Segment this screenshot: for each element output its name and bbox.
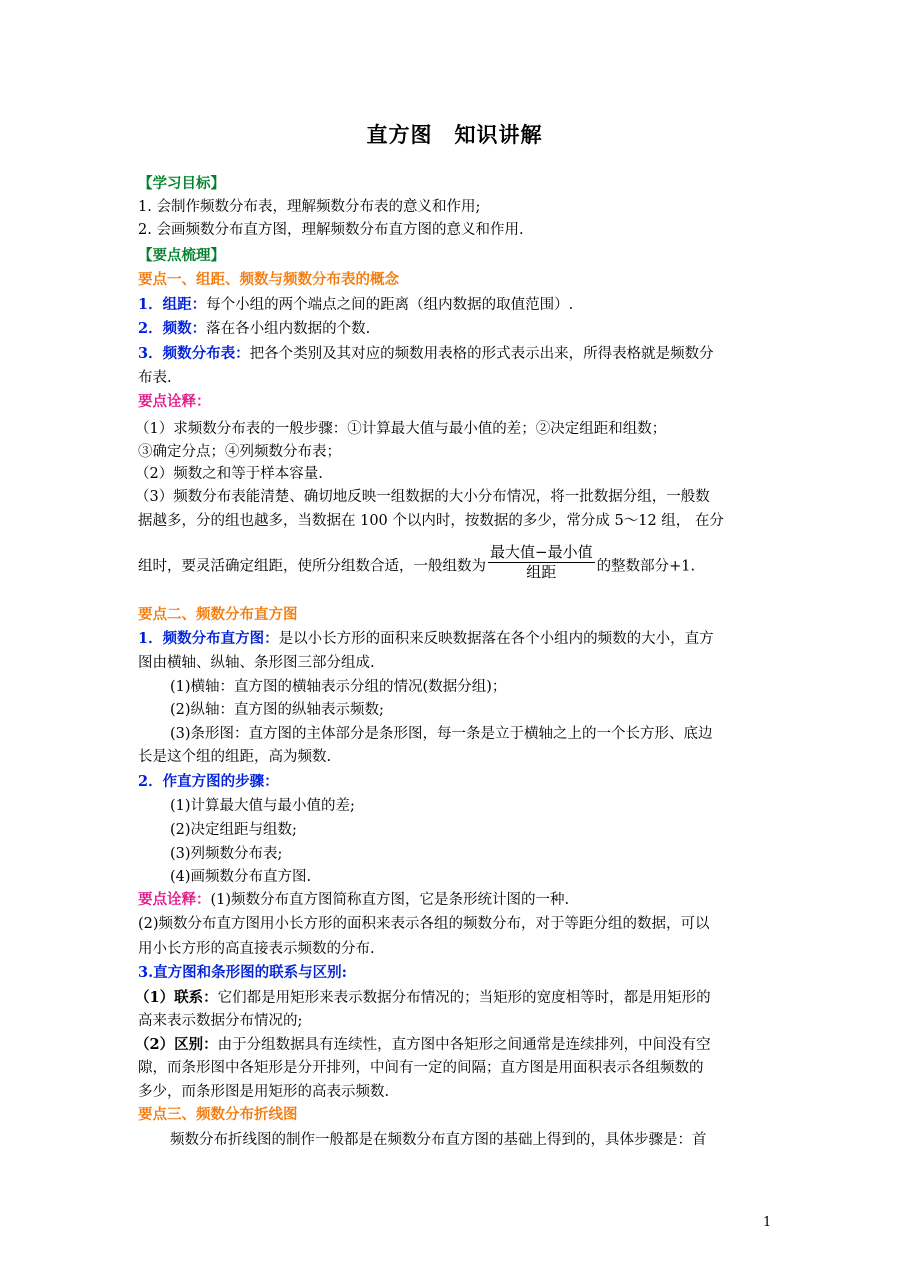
histogram-part: (3)条形图：直方图的主体部分是条形图，每一条是立于横轴之上的一个长方形、底边	[170, 726, 713, 742]
definition-frequency	[138, 318, 778, 340]
relation-term: （1）联系：	[135, 989, 218, 1006]
title-part1: 直方图	[366, 122, 433, 147]
point2-heading: 要点二、频数分布直方图	[138, 606, 298, 623]
group-count-fraction	[488, 544, 595, 581]
definition-group-interval	[138, 294, 778, 316]
objective-item-1: 1. 会制作频数分布表，理解频数分布表的意义和作用;	[138, 199, 481, 215]
definition-histogram	[138, 628, 778, 650]
relation-line	[135, 987, 775, 1009]
histogram-part-continuation: 长是这个组的组距，高为频数.	[138, 749, 332, 765]
definition-text: 是以小长方形的面积来反映数据落在各个小组内的频数的大小，直方	[278, 631, 714, 647]
histogram-part: (1)横轴：直方图的横轴表示分组的情况(数据分组)；	[170, 679, 507, 695]
steps-heading: 2．作直方图的步骤：	[138, 773, 279, 790]
term-frequency: 2．频数：	[138, 320, 207, 337]
note-text: (1)频数分布直方图简称直方图，它是条形统计图的一种.	[210, 892, 570, 908]
note-line	[138, 889, 778, 911]
fraction-numerator: 最大值−最小值	[490, 543, 593, 561]
title-part2: 知识讲解	[454, 122, 543, 147]
relation-text: 它们都是用矩形来表示数据分布情况的；当矩形的宽度相等时，都是用矩形的	[217, 990, 711, 1006]
step-item: (1)计算最大值与最小值的差;	[170, 798, 355, 814]
term-frequency-table: 3．频数分布表：	[138, 345, 250, 362]
note-line: ③确定分点；④列频数分布表；	[138, 444, 341, 460]
key-points-heading: 【要点梳理】	[138, 247, 225, 264]
note-line: 用小长方形的高直接表示频数的分布.	[138, 941, 375, 957]
note-line: 据越多，分的组也越多，当数据在 100 个以内时，按数据的多少，常分成 5～12 组， 在分	[138, 513, 724, 529]
relation-text: 由于分组数据具有连续性，直方图中各矩形之间通常是连续排列，中间没有空	[217, 1037, 711, 1053]
definition-text: 把各个类别及其对应的频数用表格的形式表示出来，所得表格就是频数分	[249, 346, 714, 362]
relation-term: （2）区别：	[135, 1036, 218, 1053]
objectives-heading: 【学习目标】	[138, 175, 225, 192]
term-group-interval: 1．组距：	[138, 296, 207, 313]
histogram-part: (2)纵轴：直方图的纵轴表示频数;	[170, 702, 384, 718]
definition-text: 每个小组的两个端点之间的距离（组内数据的取值范围）.	[206, 297, 574, 313]
point1-heading: 要点一、组距、频数与频数分布表的概念	[138, 271, 399, 288]
definition-text: 落在各小组内数据的个数.	[206, 321, 371, 337]
fraction-denominator: 组距	[526, 563, 557, 581]
term-histogram: 1．频数分布直方图：	[138, 630, 279, 647]
note-line: （1）求频数分布表的一般步骤：①计算最大值与最小值的差；②决定组距和组数；	[135, 421, 667, 437]
formula-prefix: 组时，要灵活确定组距，使所分组数合适，一般组数为	[138, 558, 486, 575]
note-line: （2）频数之和等于样本容量.	[135, 466, 323, 482]
relation-heading: 3.直方图和条形图的联系与区别:	[138, 964, 347, 981]
relation-line: 高来表示数据分布情况的;	[138, 1013, 303, 1029]
point3-heading: 要点三、频数分布折线图	[138, 1106, 298, 1123]
note-line: （3）频数分布表能清楚、确切地反映一组数据的大小分布情况，将一批数据分组，一般数	[135, 489, 710, 505]
point3-text: 频数分布折线图的制作一般都是在频数分布直方图的基础上得到的，具体步骤是：首	[170, 1132, 707, 1148]
definition-continuation: 布表.	[138, 370, 172, 386]
step-item: (3)列频数分布表;	[170, 846, 283, 862]
note-label: 要点诠释：	[138, 891, 211, 908]
step-item: (2)决定组距与组数;	[170, 822, 297, 838]
note-label: 要点诠释：	[138, 393, 211, 410]
relation-line	[135, 1034, 775, 1056]
page-number: 1	[763, 1215, 772, 1230]
definition-frequency-table	[138, 343, 778, 365]
objective-item-2: 2. 会画频数分布直方图，理解频数分布直方图的意义和作用.	[138, 222, 524, 238]
formula-suffix: 的整数部分+1.	[596, 558, 696, 575]
page-title	[0, 119, 909, 149]
note-line: (2)频数分布直方图用小长方形的面积来表示各组的频数分布，对于等距分组的数据，可以	[138, 916, 710, 932]
note-line-formula	[138, 543, 778, 585]
definition-continuation: 图由横轴、纵轴、条形图三部分组成.	[138, 655, 375, 671]
relation-line: 多少，而条形图是用矩形的高表示频数.	[138, 1084, 390, 1100]
relation-line: 隙，而条形图中各矩形是分开排列，中间有一定的间隔；直方图是用面积表示各组频数的	[138, 1060, 704, 1076]
step-item: (4)画频数分布直方图.	[170, 869, 312, 885]
